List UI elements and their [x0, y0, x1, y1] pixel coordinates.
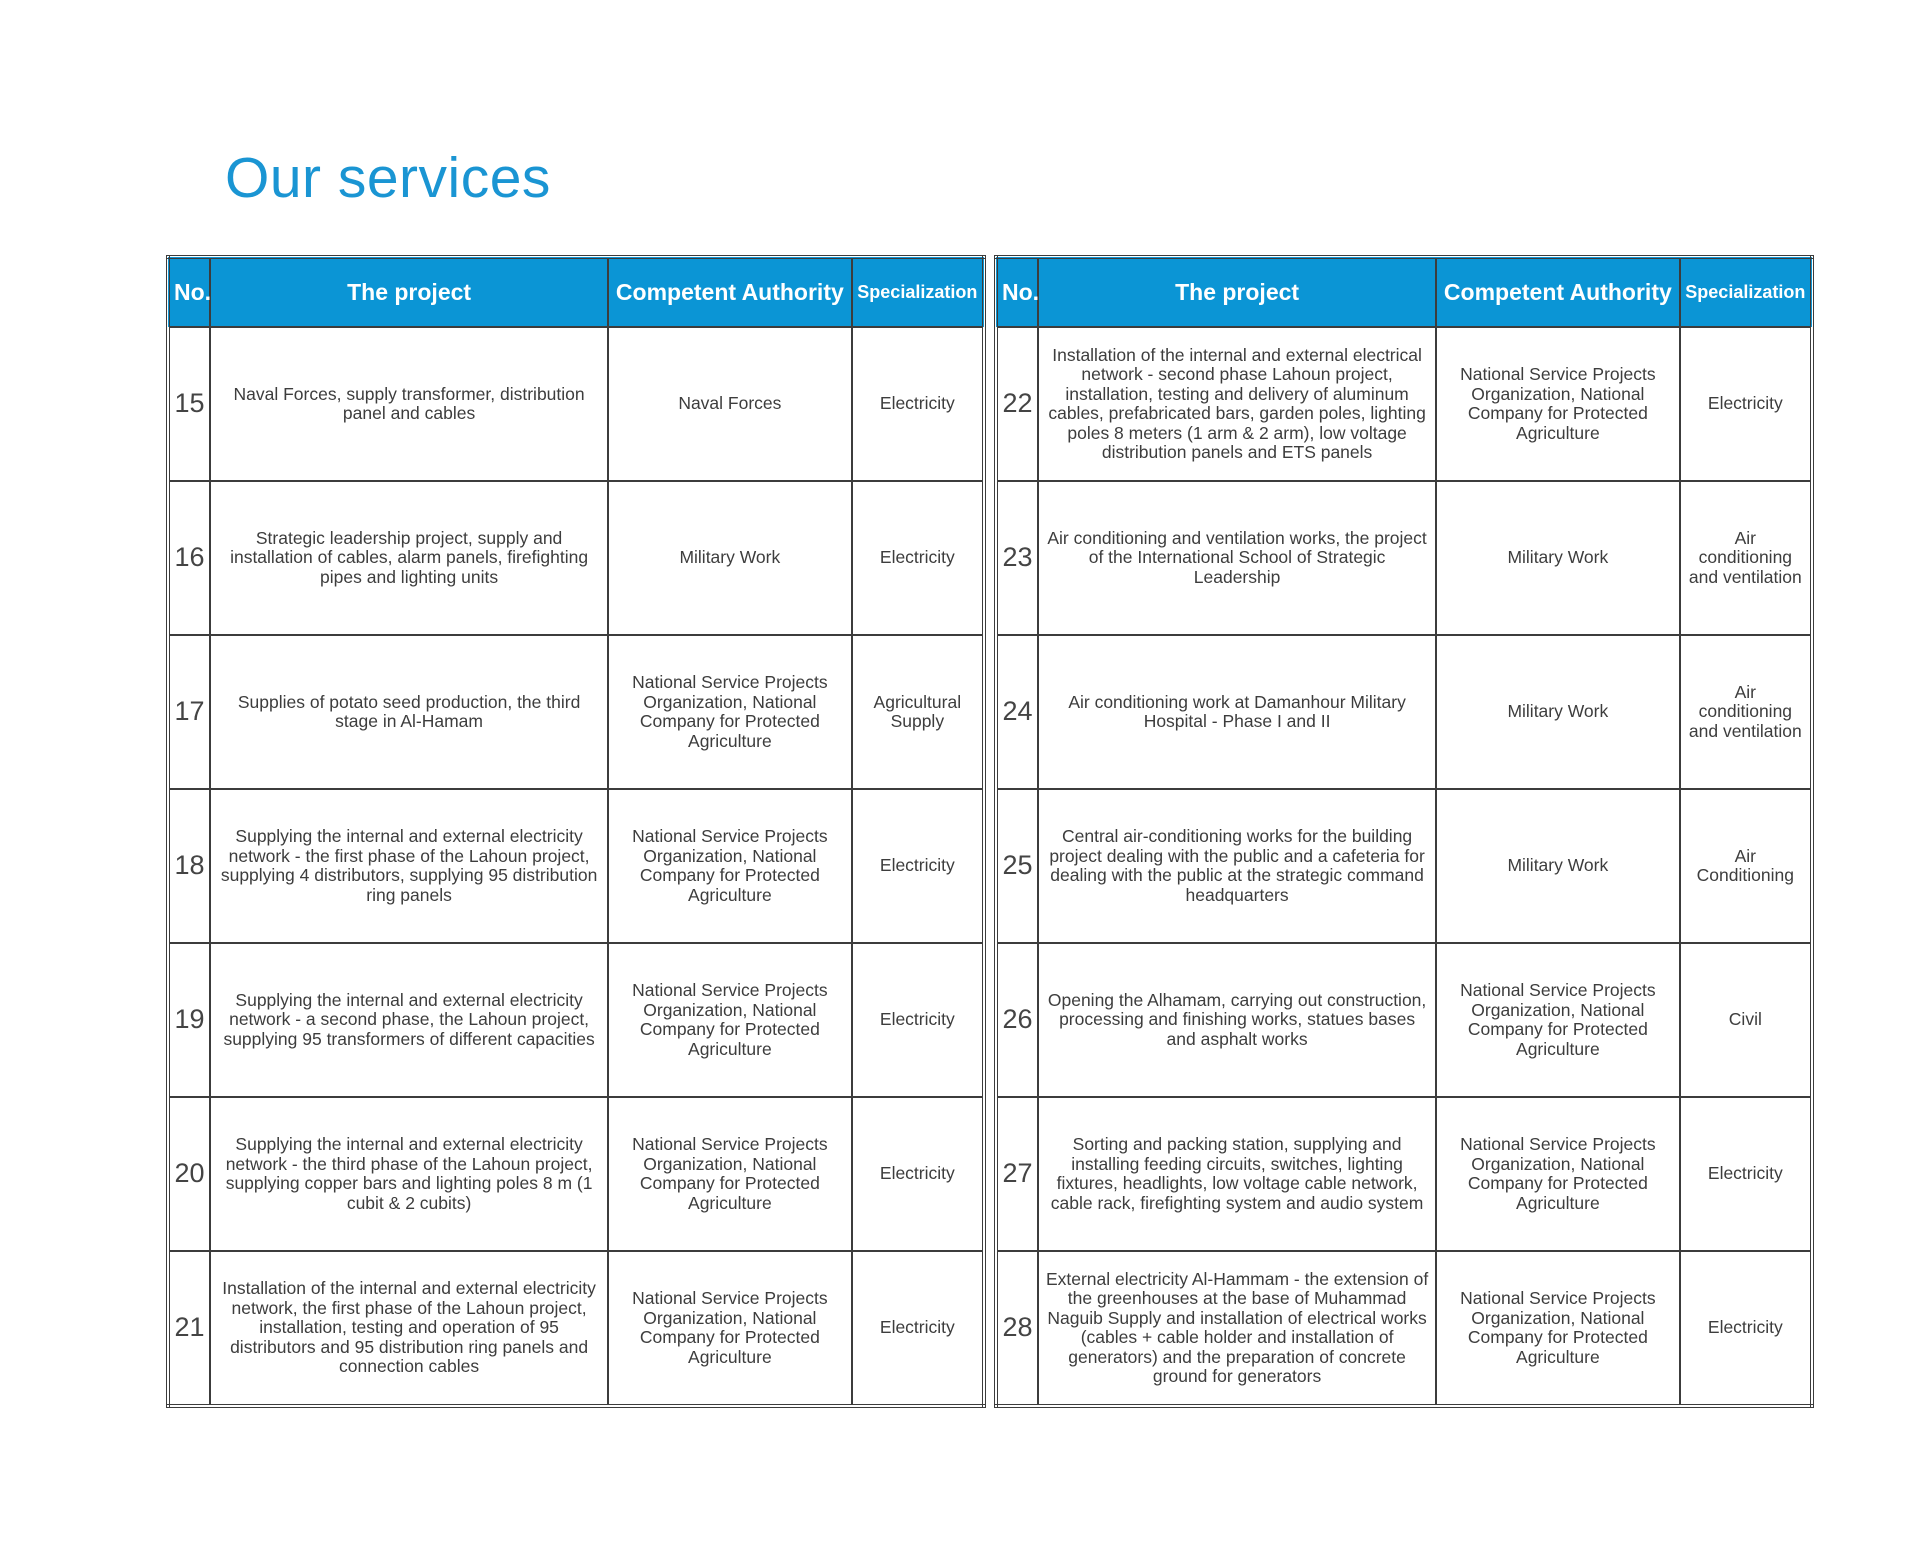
authority-cell: National Service Projects Organization, National Company for Protected Agriculture	[608, 943, 852, 1097]
authority-cell: Military Work	[1436, 789, 1680, 943]
header-no: No.	[168, 257, 210, 327]
specialization-cell: Electricity	[852, 789, 984, 943]
project-cell: Opening the Alhamam, carrying out construction, processing and finishing works, statues bases and asphalt works	[1038, 943, 1436, 1097]
specialization-cell: Electricity	[852, 481, 984, 635]
header-authority: Competent Authority	[608, 257, 852, 327]
project-cell: Naval Forces, supply transformer, distribution panel and cables	[210, 327, 608, 481]
row-number: 17	[168, 635, 210, 789]
page-title: Our services	[225, 146, 551, 210]
row-number: 19	[168, 943, 210, 1097]
authority-cell: National Service Projects Organization, National Company for Protected Agriculture	[1436, 1097, 1680, 1251]
project-cell: Installation of the internal and external electrical network - second phase Lahoun project, installation, testing and delivery of aluminum cables, prefabricated bars, garden poles, lighting poles 8 meters (1 arm & 2 arm), low voltage distribution panels and ETS panels	[1038, 327, 1436, 481]
project-cell: Central air-conditioning works for the building project dealing with the public and a cafeteria for dealing with the public at the strategic command headquarters	[1038, 789, 1436, 943]
authority-cell: Military Work	[1436, 635, 1680, 789]
project-cell: Supplies of potato seed production, the third stage in Al-Hamam	[210, 635, 608, 789]
row-number: 23	[996, 481, 1038, 635]
row-number: 28	[996, 1251, 1038, 1406]
table-row	[996, 1251, 1812, 1406]
table-row	[996, 327, 1812, 481]
authority-cell: National Service Projects Organization, National Company for Protected Agriculture	[608, 1097, 852, 1251]
table-row	[168, 635, 984, 789]
header-no: No.	[996, 257, 1038, 327]
authority-cell: National Service Projects Organization, National Company for Protected Agriculture	[1436, 943, 1680, 1097]
header-project: The project	[1038, 257, 1436, 327]
header-specialization: Specialization	[852, 257, 984, 327]
authority-cell: National Service Projects Organization, National Company for Protected Agriculture	[1436, 327, 1680, 481]
row-number: 26	[996, 943, 1038, 1097]
table-row	[168, 481, 984, 635]
table-row	[996, 1097, 1812, 1251]
project-cell: Strategic leadership project, supply and installation of cables, alarm panels, firefighting pipes and lighting units	[210, 481, 608, 635]
project-cell: Installation of the internal and external electricity network, the first phase of the Lahoun project, installation, testing and operation of 95 distributors and 95 distribution ring panels and connection cables	[210, 1251, 608, 1406]
table-header-row	[168, 257, 984, 327]
project-cell: Sorting and packing station, supplying and installing feeding circuits, switches, lighting fixtures, headlights, low voltage cable network, cable rack, firefighting system and audio system	[1038, 1097, 1436, 1251]
project-cell: External electricity Al-Hammam - the extension of the greenhouses at the base of Muhammad Naguib Supply and installation of electrical works (cables + cable holder and installation of generators) and the preparation of concrete ground for generators	[1038, 1251, 1436, 1406]
authority-cell: National Service Projects Organization, National Company for Protected Agriculture	[608, 789, 852, 943]
table-row	[168, 327, 984, 481]
specialization-cell: Air conditioning and ventilation	[1680, 635, 1812, 789]
specialization-cell: Electricity	[1680, 1097, 1812, 1251]
specialization-cell: Electricity	[852, 327, 984, 481]
services-table-left	[166, 255, 986, 1408]
table-row	[168, 789, 984, 943]
specialization-cell: Electricity	[852, 943, 984, 1097]
specialization-cell: Electricity	[852, 1251, 984, 1406]
specialization-cell: Electricity	[852, 1097, 984, 1251]
project-cell: Supplying the internal and external electricity network - the third phase of the Lahoun project, supplying copper bars and lighting poles 8 m (1 cubit & 2 cubits)	[210, 1097, 608, 1251]
table-row	[168, 1097, 984, 1251]
project-cell: Supplying the internal and external electricity network - the first phase of the Lahoun project, supplying 4 distributors, supplying 95 distribution ring panels	[210, 789, 608, 943]
project-cell: Air conditioning work at Damanhour Military Hospital - Phase I and II	[1038, 635, 1436, 789]
specialization-cell: Civil	[1680, 943, 1812, 1097]
row-number: 16	[168, 481, 210, 635]
authority-cell: National Service Projects Organization, National Company for Protected Agriculture	[608, 1251, 852, 1406]
specialization-cell: Agricultural Supply	[852, 635, 984, 789]
authority-cell: National Service Projects Organization, National Company for Protected Agriculture	[1436, 1251, 1680, 1406]
authority-cell: Military Work	[608, 481, 852, 635]
specialization-cell: Air conditioning and ventilation	[1680, 481, 1812, 635]
row-number: 20	[168, 1097, 210, 1251]
header-specialization: Specialization	[1680, 257, 1812, 327]
row-number: 15	[168, 327, 210, 481]
table-row	[996, 789, 1812, 943]
specialization-cell: Electricity	[1680, 327, 1812, 481]
row-number: 21	[168, 1251, 210, 1406]
services-table-right	[994, 255, 1814, 1408]
table-header-row	[996, 257, 1812, 327]
table-row	[168, 943, 984, 1097]
row-number: 18	[168, 789, 210, 943]
row-number: 27	[996, 1097, 1038, 1251]
row-number: 22	[996, 327, 1038, 481]
authority-cell: Naval Forces	[608, 327, 852, 481]
project-cell: Air conditioning and ventilation works, the project of the International School of Strategic Leadership	[1038, 481, 1436, 635]
table-row	[996, 481, 1812, 635]
table-row	[996, 635, 1812, 789]
authority-cell: Military Work	[1436, 481, 1680, 635]
table-row	[996, 943, 1812, 1097]
specialization-cell: Electricity	[1680, 1251, 1812, 1406]
row-number: 24	[996, 635, 1038, 789]
project-cell: Supplying the internal and external electricity network - a second phase, the Lahoun project, supplying 95 transformers of different capacities	[210, 943, 608, 1097]
header-authority: Competent Authority	[1436, 257, 1680, 327]
specialization-cell: Air Conditioning	[1680, 789, 1812, 943]
table-row	[168, 1251, 984, 1406]
row-number: 25	[996, 789, 1038, 943]
header-project: The project	[210, 257, 608, 327]
authority-cell: National Service Projects Organization, National Company for Protected Agriculture	[608, 635, 852, 789]
